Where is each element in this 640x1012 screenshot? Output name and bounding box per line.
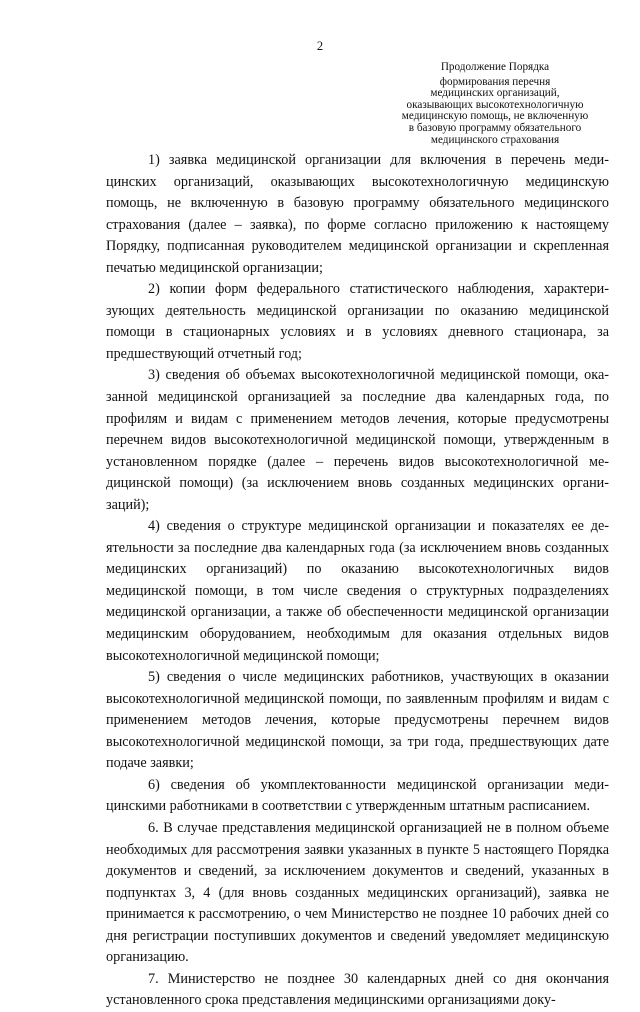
header-line: медицинских организаций,: [430, 87, 560, 100]
header-line: медицинскую помощь, не включенную: [401, 110, 589, 123]
paragraph: 4) сведения о структуре медицинской организации и показателях ее деятельности за последние два календарных года (за исключением вновь созданных медицинских организаций) по оказанию высокотехнологичных видов медицинской помощи, в том числе сведения о структурных подразделениях медицинской организации, а также об обеспеченности медицинской организации медицинским оборудованием, необходимым для оказания отдельных видов высокотехнологичной медицинской помощи;: [106, 518, 609, 664]
paragraph: 6. В случае представления медицинской организацией не в полном объеме необходимых для рассмотрения заявки указанных в пункте 5 настоящего Порядка документов и сведений, за исключением документов и сведений, указанных в подпунктах 3, 4 (для вновь созданных медицинских организаций), заявка не принимается к рассмотрению, о чем Министерство не позднее 10 рабочих дней со дня регистрации поступивших документов и сведений уведомляет медицинскую организацию.: [106, 819, 609, 966]
header-line: оказывающих высокотехнологичную: [406, 98, 584, 111]
page-number: 2: [316, 39, 324, 53]
paragraph: 2) копии форм федерального статистического наблюдения, характеризующих деятельность медицинской организации по оказанию медицинской помощи в стационарных условиях и в условиях дневного стационара, за предшествующий отчетный год;: [106, 281, 609, 362]
paragraph: 5) сведения о числе медицинских работников, участвующих в оказании высокотехнологичной медицинской помощи, по заявленным профилям и видам с применением методов лечения, которые предусмотрены перечнем видов высокотехнологичной медицинской помощи, за три года, предшествующих дате подаче заявки;: [106, 669, 609, 772]
paragraph: 7. Министерство не позднее 30 календарных дней со дня окончания установленного срока представления медицинскими организациями доку-: [106, 970, 609, 1009]
header-line: медицинского страхования: [430, 133, 560, 146]
document-body: [106, 150, 609, 1012]
header-line: в базовую программу обязательного: [408, 121, 582, 134]
paragraph: 6) сведения об укомплектованности медицинской организации медицинскими работниками в соответствии с утвержденным штатным расписанием.: [106, 776, 609, 815]
document-header: [380, 62, 610, 146]
paragraph: 1) заявка медицинской организации для включения в перечень медицинских организаций, оказывающих высокотехнологичную медицинскую помощь, не включенную в базовую программу обязательного медицинского страхования (далее – заявка), по форме согласно приложению к настоящему Порядку, подписанная руководителем медицинской организации и скрепленная печатью медицинской организации;: [106, 152, 609, 276]
paragraph: 3) сведения об объемах высокотехнологичной медицинской помощи, оказанной медицинской организацией за последние два календарных года, по профилям и видам с применением методов лечения, которые предусмотрены перечнем видов высокотехнологичной медицинской помощи, утвержденным в установленном порядке (далее – перечень видов высокотехнологичной медицинской помощи) (за исключением вновь созданных медицинских организаций);: [106, 367, 609, 513]
header-line: формирования перечня: [439, 75, 551, 88]
header-line: Продолжение Порядка: [440, 61, 550, 73]
